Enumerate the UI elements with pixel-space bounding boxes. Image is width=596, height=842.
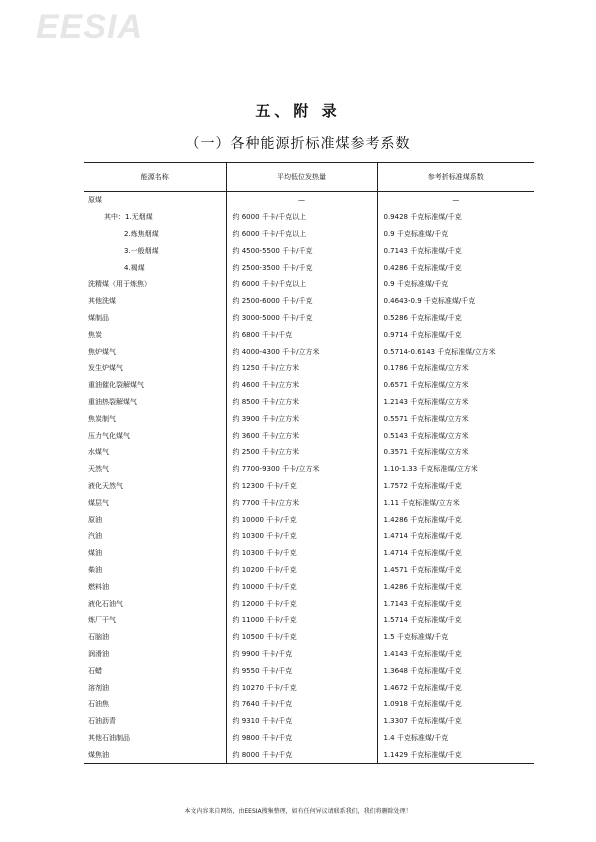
table-row xyxy=(84,360,534,377)
table-row xyxy=(84,427,534,444)
coefficient-cell: 1.10-1.33 千克标准煤/立方米 xyxy=(377,461,534,478)
energy-name-cell: 其他洗煤 xyxy=(88,297,116,306)
coefficient-cell: 0.9428 千克标准煤/千克 xyxy=(377,209,534,226)
calorific-value-cell: 约 8500 千卡/立方米 xyxy=(226,394,377,411)
table-row xyxy=(84,242,534,259)
energy-name-cell: 石蜡 xyxy=(88,666,102,675)
calorific-value-cell: 约 2500 千卡/立方米 xyxy=(226,444,377,461)
calorific-value-cell: 约 10300 千卡/千克 xyxy=(226,528,377,545)
footer-disclaimer: 本文内容来自网络，由EESIA搜集整理，如有任何异议请联系我们，我们将删除处理！ xyxy=(184,808,412,815)
calorific-value-cell: 约 2500-6000 千卡/千克 xyxy=(226,293,377,310)
energy-name-cell: 燃料油 xyxy=(88,582,109,591)
coefficient-cell: 1.4286 千克标准煤/千克 xyxy=(377,511,534,528)
table-row xyxy=(84,377,534,394)
coefficient-cell: 1.11 千克标准煤/立方米 xyxy=(377,494,534,511)
energy-name-cell: 润滑油 xyxy=(88,649,109,658)
energy-name-cell: 煤油 xyxy=(88,549,102,558)
calorific-value-cell: 约 4600 千卡/立方米 xyxy=(226,377,377,394)
coefficient-cell: 1.2143 千克标准煤/立方米 xyxy=(377,394,534,411)
calorific-value-cell: 约 9800 千卡/千克 xyxy=(226,730,377,747)
energy-coefficient-table xyxy=(84,162,534,764)
calorific-value-cell: 约 9550 千卡/千克 xyxy=(226,662,377,679)
energy-name-cell: 煤焦油 xyxy=(84,746,226,763)
energy-name-cell: 重油催化裂解煤气 xyxy=(88,381,144,390)
table-header-row xyxy=(84,163,534,192)
coefficient-cell: 0.5286 千克标准煤/千克 xyxy=(377,310,534,327)
energy-name-cell: 焦炭 xyxy=(88,330,102,339)
coefficient-cell: 0.5714-0.6143 千克标准煤/立方米 xyxy=(377,343,534,360)
table-row xyxy=(84,595,534,612)
table-row xyxy=(84,746,534,763)
table-row xyxy=(84,461,534,478)
energy-name-cell: 石油沥青 xyxy=(88,717,116,726)
coefficient-cell: 1.7572 千克标准煤/千克 xyxy=(377,478,534,495)
energy-name-cell: 柴油 xyxy=(88,565,102,574)
energy-name-cell: 石油焦 xyxy=(88,700,109,709)
coefficient-cell: 0.7143 千克标准煤/千克 xyxy=(377,242,534,259)
energy-name-cell: 压力气化煤气 xyxy=(88,431,130,440)
table-row xyxy=(84,545,534,562)
calorific-value-cell: 约 9900 千卡/千克 xyxy=(226,646,377,663)
energy-name-cell: 焦炉煤气 xyxy=(88,347,116,356)
table-row xyxy=(84,696,534,713)
coefficient-cell: 0.1786 千克标准煤/立方米 xyxy=(377,360,534,377)
energy-name-cell: 洗精煤（用于炼焦） xyxy=(88,280,151,289)
table-row xyxy=(84,612,534,629)
coefficient-cell: — xyxy=(377,192,534,209)
calorific-value-cell: 约 10500 千卡/千克 xyxy=(226,629,377,646)
coefficient-cell: 0.4286 千克标准煤/千克 xyxy=(377,259,534,276)
energy-name-cell: 焦炭制气 xyxy=(88,414,116,423)
coefficient-cell: 1.3307 千克标准煤/千克 xyxy=(377,713,534,730)
calorific-value-cell: 约 10000 千卡/千克 xyxy=(226,511,377,528)
calorific-value-cell: 约 6800 千卡/千克 xyxy=(226,326,377,343)
coefficient-cell: 1.1429 千克标准煤/千克 xyxy=(377,746,534,763)
energy-name-cell: 2.炼焦烟煤 xyxy=(124,229,159,238)
table-row xyxy=(84,629,534,646)
table-row xyxy=(84,511,534,528)
section-title: 五、附 录 xyxy=(255,102,341,120)
calorific-value-cell: 约 12300 千卡/千克 xyxy=(226,478,377,495)
coefficient-cell: 0.3571 千克标准煤/立方米 xyxy=(377,444,534,461)
calorific-value-cell: 约 1250 千卡/立方米 xyxy=(226,360,377,377)
column-header-calorific-value: 平均低位发热量 xyxy=(226,163,377,192)
coefficient-cell: 1.4 千克标准煤/千克 xyxy=(377,730,534,747)
energy-name-cell: 煤制品 xyxy=(88,313,109,322)
table-row xyxy=(84,310,534,327)
table-row xyxy=(84,276,534,293)
table-row xyxy=(84,192,534,209)
energy-name-cell: 原油 xyxy=(88,515,102,524)
energy-name-cell: 重油热裂解煤气 xyxy=(88,397,137,406)
calorific-value-cell: 约 9310 千卡/千克 xyxy=(226,713,377,730)
coefficient-cell: 1.4286 千克标准煤/千克 xyxy=(377,578,534,595)
coefficient-cell: 0.6571 千克标准煤/立方米 xyxy=(377,377,534,394)
calorific-value-cell: 约 6000 千卡/千克以上 xyxy=(226,276,377,293)
calorific-value-cell: — xyxy=(226,192,377,209)
calorific-value-cell: 约 3000-5000 千卡/千克 xyxy=(226,310,377,327)
table-row xyxy=(84,713,534,730)
energy-name-cell: 其中：1.无烟煤 xyxy=(104,213,153,222)
table-row xyxy=(84,679,534,696)
energy-name-cell: 液化天然气 xyxy=(88,481,123,490)
calorific-value-cell: 约 7700 千卡/立方米 xyxy=(226,494,377,511)
energy-name-cell: 原煤 xyxy=(88,196,102,205)
coefficient-cell: 1.0918 千克标准煤/千克 xyxy=(377,696,534,713)
table-row xyxy=(84,528,534,545)
calorific-value-cell: 约 3600 千卡/立方米 xyxy=(226,427,377,444)
table-row xyxy=(84,478,534,495)
energy-name-cell: 其他石油制品 xyxy=(88,733,130,742)
energy-name-cell: 溶剂油 xyxy=(88,683,109,692)
table-title: （一）各种能源折标准煤参考系数 xyxy=(185,136,411,152)
coefficient-cell: 1.5714 千克标准煤/千克 xyxy=(377,612,534,629)
energy-name-cell: 4.褐煤 xyxy=(124,263,145,272)
eesia-logo: EESIA xyxy=(36,8,144,46)
table-row xyxy=(84,562,534,579)
calorific-value-cell: 约 3900 千卡/立方米 xyxy=(226,410,377,427)
calorific-value-cell: 约 10200 千卡/千克 xyxy=(226,562,377,579)
energy-name-cell: 石脑油 xyxy=(88,633,109,642)
calorific-value-cell: 约 6000 千卡/千克以上 xyxy=(226,226,377,243)
table-row xyxy=(84,444,534,461)
table-row xyxy=(84,730,534,747)
energy-name-cell: 发生炉煤气 xyxy=(88,364,123,373)
table-row xyxy=(84,293,534,310)
energy-name-cell: 炼厂干气 xyxy=(88,616,116,625)
energy-name-cell: 液化石油气 xyxy=(88,599,123,608)
table-row xyxy=(84,343,534,360)
calorific-value-cell: 约 8000 千卡/千克 xyxy=(226,746,377,763)
table-row xyxy=(84,226,534,243)
calorific-value-cell: 约 10300 千卡/千克 xyxy=(226,545,377,562)
coefficient-cell: 0.9 千克标准煤/千克 xyxy=(377,226,534,243)
coefficient-cell: 0.5571 千克标准煤/立方米 xyxy=(377,410,534,427)
coefficient-cell: 1.3648 千克标准煤/千克 xyxy=(377,662,534,679)
calorific-value-cell: 约 10000 千卡/千克 xyxy=(226,578,377,595)
table-row xyxy=(84,578,534,595)
table-row xyxy=(84,394,534,411)
table-row xyxy=(84,326,534,343)
coefficient-cell: 0.4643-0.9 千克标准煤/千克 xyxy=(377,293,534,310)
table-row xyxy=(84,494,534,511)
energy-name-cell: 汽油 xyxy=(88,532,102,541)
calorific-value-cell: 约 4000-4300 千卡/立方米 xyxy=(226,343,377,360)
table-row xyxy=(84,259,534,276)
calorific-value-cell: 约 2500-3500 千卡/千克 xyxy=(226,259,377,276)
coefficient-cell: 1.5 千克标准煤/千克 xyxy=(377,629,534,646)
energy-name-cell: 煤层气 xyxy=(88,498,109,507)
calorific-value-cell: 约 11000 千卡/千克 xyxy=(226,612,377,629)
energy-name-cell: 水煤气 xyxy=(88,448,109,457)
table-row xyxy=(84,646,534,663)
column-header-energy-name: 能源名称 xyxy=(84,163,226,192)
table-row xyxy=(84,410,534,427)
energy-name-cell: 天然气 xyxy=(88,465,109,474)
calorific-value-cell: 约 12000 千卡/千克 xyxy=(226,595,377,612)
calorific-value-cell: 约 7640 千卡/千克 xyxy=(226,696,377,713)
calorific-value-cell: 约 4500-5500 千卡/千克 xyxy=(226,242,377,259)
coefficient-cell: 1.4672 千克标准煤/千克 xyxy=(377,679,534,696)
coefficient-cell: 1.4714 千克标准煤/千克 xyxy=(377,528,534,545)
coefficient-cell: 0.9 千克标准煤/千克 xyxy=(377,276,534,293)
coefficient-cell: 1.7143 千克标准煤/千克 xyxy=(377,595,534,612)
table-row xyxy=(84,662,534,679)
calorific-value-cell: 约 7700-9300 千卡/立方米 xyxy=(226,461,377,478)
coefficient-cell: 1.4714 千克标准煤/千克 xyxy=(377,545,534,562)
table-row xyxy=(84,209,534,226)
coefficient-cell: 0.9714 千克标准煤/千克 xyxy=(377,326,534,343)
column-header-coefficient: 参考折标准煤系数 xyxy=(377,163,534,192)
calorific-value-cell: 约 10270 千卡/千克 xyxy=(226,679,377,696)
calorific-value-cell: 约 6000 千卡/千克以上 xyxy=(226,209,377,226)
energy-name-cell: 3.一般烟煤 xyxy=(124,246,159,255)
coefficient-cell: 1.4143 千克标准煤/千克 xyxy=(377,646,534,663)
coefficient-cell: 0.5143 千克标准煤/立方米 xyxy=(377,427,534,444)
coefficient-cell: 1.4571 千克标准煤/千克 xyxy=(377,562,534,579)
